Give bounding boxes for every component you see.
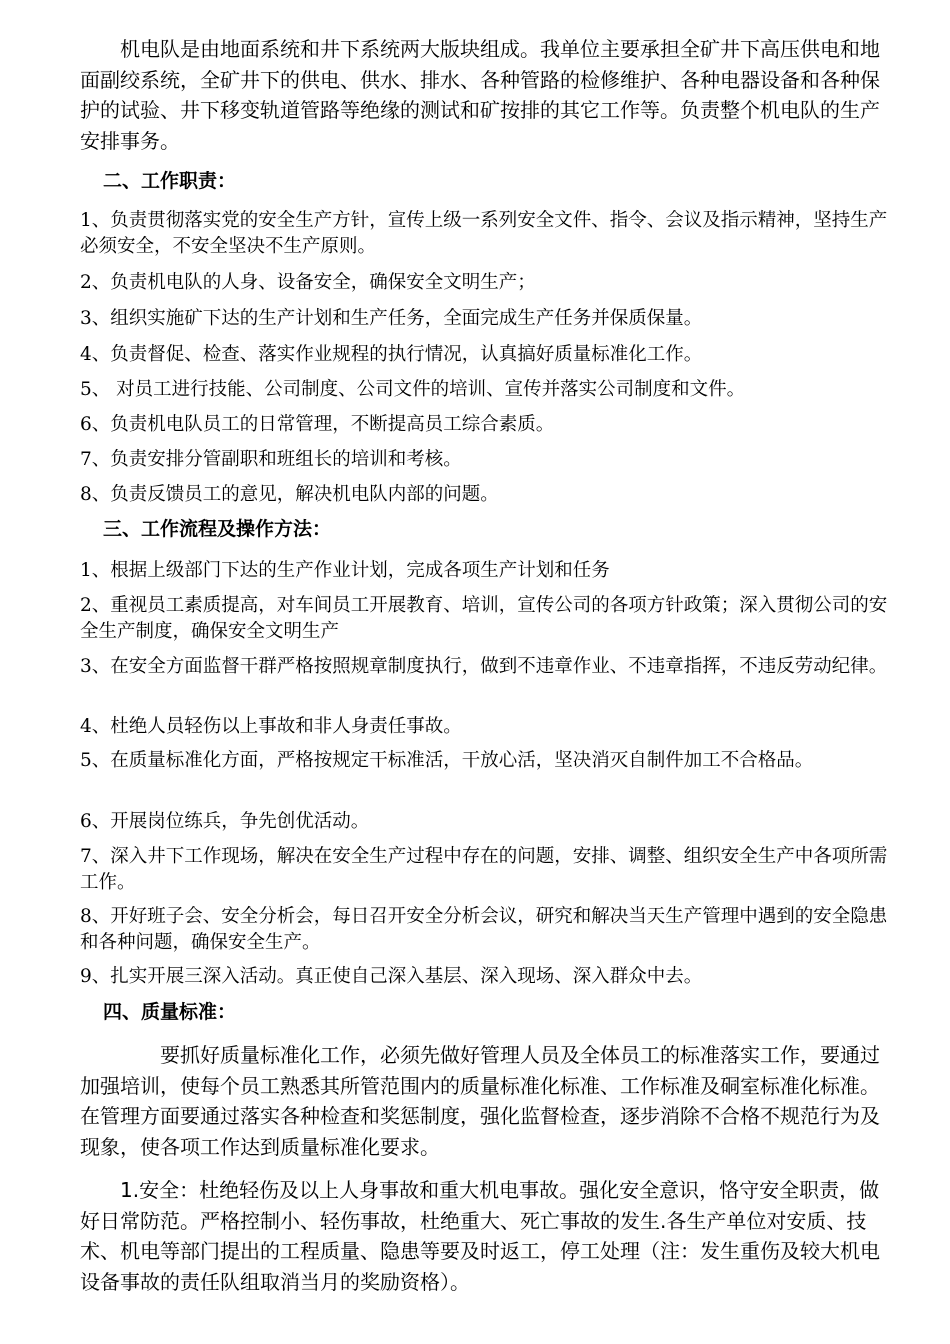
process-item: 8、开好班子会、安全分析会，每日召开安全分析会议，研究和解决当天生产管理中遇到的安全隐患和各种问题，确保安全生产。 bbox=[80, 906, 888, 953]
process-item: 2、重视员工素质提高，对车间员工开展教育、培训，宣传公司的各项方针政策；深入贯彻公司的安全生产制度，确保安全文明生产 bbox=[80, 595, 888, 642]
duty-item: 8、负责反馈员工的意见，解决机电队内部的问题。 bbox=[80, 484, 499, 505]
process-item: 4、杜绝人员轻伤以上事故和非人身责任事故。 bbox=[80, 716, 462, 737]
process-item: 6、开展岗位练兵，争先创优活动。 bbox=[80, 811, 370, 832]
section-3-heading: 三、工作流程及操作方法： bbox=[103, 518, 332, 540]
section-4-heading: 四、质量标准： bbox=[103, 1001, 237, 1023]
intro-paragraph: 机电队是由地面系统和井下系统两大版块组成。我单位主要承担全矿井下高压供电和地面副绞系统，全矿井下的供电、供水、排水、各种管路的检修维护、各种电器设备和各种保护的试验、井下移变轨道管路等绝缘的测试和矿按排的其它工作等。负责整个机电队的生产安排事务。 bbox=[80, 37, 880, 153]
duty-item: 4、负责督促、检查、落实作业规程的执行情况，认真搞好质量标准化工作。 bbox=[80, 344, 703, 365]
duty-item: 6、负责机电队员工的日常管理，不断提高员工综合素质。 bbox=[80, 414, 555, 435]
process-item: 5、在质量标准化方面，严格按规定干标准活，干放心活，坚决消灭自制件加工不合格品。 bbox=[80, 750, 814, 771]
duty-item: 5、 对员工进行技能、公司制度、公司文件的培训、宣传并落实公司制度和文件。 bbox=[80, 379, 746, 400]
quality-paragraph: 要抓好质量标准化工作，必须先做好管理人员及全体员工的标准落实工作，要通过加强培训，使每个员工熟悉其所管范围内的质量标准化标准、工作标准及硐室标准化标准。在管理方面要通过落实各种检查和奖惩制度，强化监督检查，逐步消除不合格不规范行为及现象，使各项工作达到质量标准化要求。 bbox=[80, 1043, 880, 1159]
process-item: 1、根据上级部门下达的生产作业计划，完成各项生产计划和任务 bbox=[80, 560, 610, 581]
process-item: 3、在安全方面监督干群严格按照规章制度执行，做到不违章作业、不违章指挥，不违反劳动纪律。 bbox=[80, 656, 888, 677]
process-item: 7、深入井下工作现场，解决在安全生产过程中存在的问题，安排、调整、组织安全生产中各项所需工作。 bbox=[80, 846, 888, 893]
duty-item: 1、负责贯彻落实党的安全生产方针，宣传上级一系列安全文件、指令、会议及指示精神，坚持生产必须安全，不安全坚决不生产原则。 bbox=[80, 210, 888, 257]
duty-item: 7、负责安排分管副职和班组长的培训和考核。 bbox=[80, 449, 462, 470]
duty-item: 3、组织实施矿下达的生产计划和生产任务，全面完成生产任务并保质保量。 bbox=[80, 308, 703, 329]
duty-item: 2、负责机电队的人身、设备安全，确保安全文明生产； bbox=[80, 272, 536, 293]
process-item: 9、扎实开展三深入活动。真正使自己深入基层、深入现场、深入群众中去。 bbox=[80, 966, 703, 987]
section-2-heading: 二、工作职责： bbox=[103, 170, 237, 192]
safety-paragraph: 1.安全：杜绝轻伤及以上人身事故和重大机电事故。强化安全意识，恪守安全职责，做好日常防范。严格控制小、轻伤事故，杜绝重大、死亡事故的发生.各生产单位对安质、技术、机电等部门提出的工程质量、隐患等要及时返工，停工处理（注：发生重伤及较大机电设备事故的责任队组取消当月的奖励资格）。 bbox=[80, 1178, 880, 1294]
